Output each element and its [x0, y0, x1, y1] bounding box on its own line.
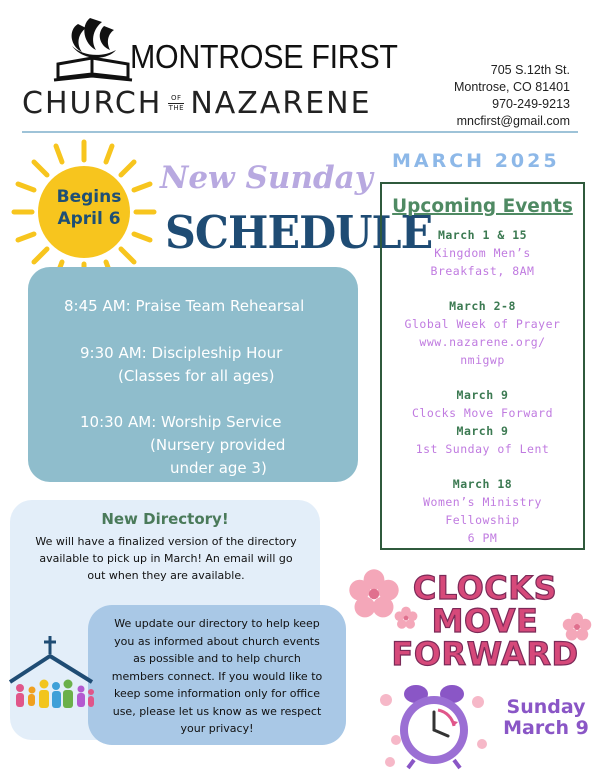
alarm-clock-icon	[378, 680, 490, 772]
begins-date: April 6	[57, 209, 121, 229]
schedule-item-discipleship: 9:30 AM: Discipleship Hour	[80, 344, 283, 362]
event-link[interactable]: www.nazarene.org/	[419, 335, 546, 349]
address-street: 705 S.12th St.	[490, 63, 570, 77]
event-date: March 9	[456, 424, 509, 438]
of-the-mark	[168, 94, 184, 113]
address-city: Montrose, CO 81401	[453, 80, 570, 94]
of-word: OF	[171, 94, 182, 102]
church-word: CHURCH	[22, 86, 163, 121]
privacy-line: keep some information only for office	[114, 687, 320, 700]
event-name: Global Week of Prayer	[404, 317, 561, 331]
event-link[interactable]: nmigwp	[460, 353, 505, 367]
event-name: Kingdom Men’s	[434, 246, 531, 260]
privacy-line: you as informed about church events	[114, 634, 320, 648]
privacy-line: your privacy!	[180, 722, 254, 735]
clocks-move-forward-banner	[385, 569, 585, 673]
event-date: March 2-8	[449, 299, 516, 313]
directory-line: out when they are available.	[87, 569, 245, 582]
directory-privacy-text	[94, 615, 340, 738]
event-name: Breakfast, 8AM	[430, 264, 535, 278]
schedule-box	[28, 267, 358, 482]
the-word: THE	[168, 104, 185, 112]
clocks-line: FORWARD	[391, 635, 579, 673]
address-email: mncfirst@gmail.com	[456, 114, 570, 128]
church-family-icon	[6, 632, 98, 722]
headline-schedule: SCHEDULE	[165, 206, 433, 259]
header-divider	[22, 131, 578, 133]
privacy-line: as possible and to help church	[133, 652, 301, 665]
privacy-line: We update our directory to help keep	[114, 617, 320, 630]
begins-date-label	[39, 186, 139, 230]
privacy-line: members connect. If you would like to	[111, 669, 323, 683]
directory-announcement	[18, 533, 314, 584]
event-name: Clocks Move Forward	[411, 406, 554, 420]
church-name-bottom	[22, 86, 372, 121]
event-date: March 9	[456, 388, 509, 402]
clocks-line: MOVE	[431, 602, 539, 640]
clocks-date-label	[496, 697, 596, 739]
directory-title: New Directory!	[101, 510, 229, 528]
privacy-line: use, please let us know as we respect	[112, 704, 322, 718]
schedule-item-discipleship-note: (Classes for all ages)	[118, 367, 275, 385]
month-heading: MARCH 2025	[392, 150, 560, 172]
event-name: Fellowship	[445, 513, 520, 527]
church-address	[454, 62, 570, 130]
directory-privacy-box	[88, 605, 346, 745]
event-name: 6 PM	[467, 531, 498, 545]
schedule-item-worship-note-2: under age 3)	[170, 459, 267, 477]
church-logo-icon	[48, 16, 138, 86]
clocks-date: March 9	[503, 717, 589, 739]
upcoming-events-box	[380, 182, 585, 550]
clocks-day-word: Sunday	[506, 696, 586, 718]
event-name: 1st Sunday of Lent	[415, 442, 550, 456]
directory-line: We will have a finalized version of the directory	[35, 535, 297, 548]
schedule-item-worship-note: (Nursery provided	[150, 436, 286, 454]
begins-word: Begins	[56, 187, 122, 207]
nazarene-word: NAZARENE	[190, 86, 372, 121]
event-date: March 1 & 15	[437, 228, 528, 242]
events-title: Upcoming Events	[392, 196, 573, 217]
address-phone: 970-249-9213	[492, 97, 570, 111]
church-name-top: MONTROSE FIRST	[130, 38, 398, 75]
clocks-line: CLOCKS	[412, 569, 558, 607]
headline-new-sunday: New Sunday	[160, 160, 373, 196]
schedule-item-worship: 10:30 AM: Worship Service	[80, 413, 282, 431]
schedule-item-rehearsal: 8:45 AM: Praise Team Rehearsal	[64, 297, 305, 315]
event-name: Women’s Ministry	[423, 495, 542, 509]
directory-line: available to pick up in March! An email will go	[39, 552, 293, 565]
event-date: March 18	[452, 477, 513, 491]
